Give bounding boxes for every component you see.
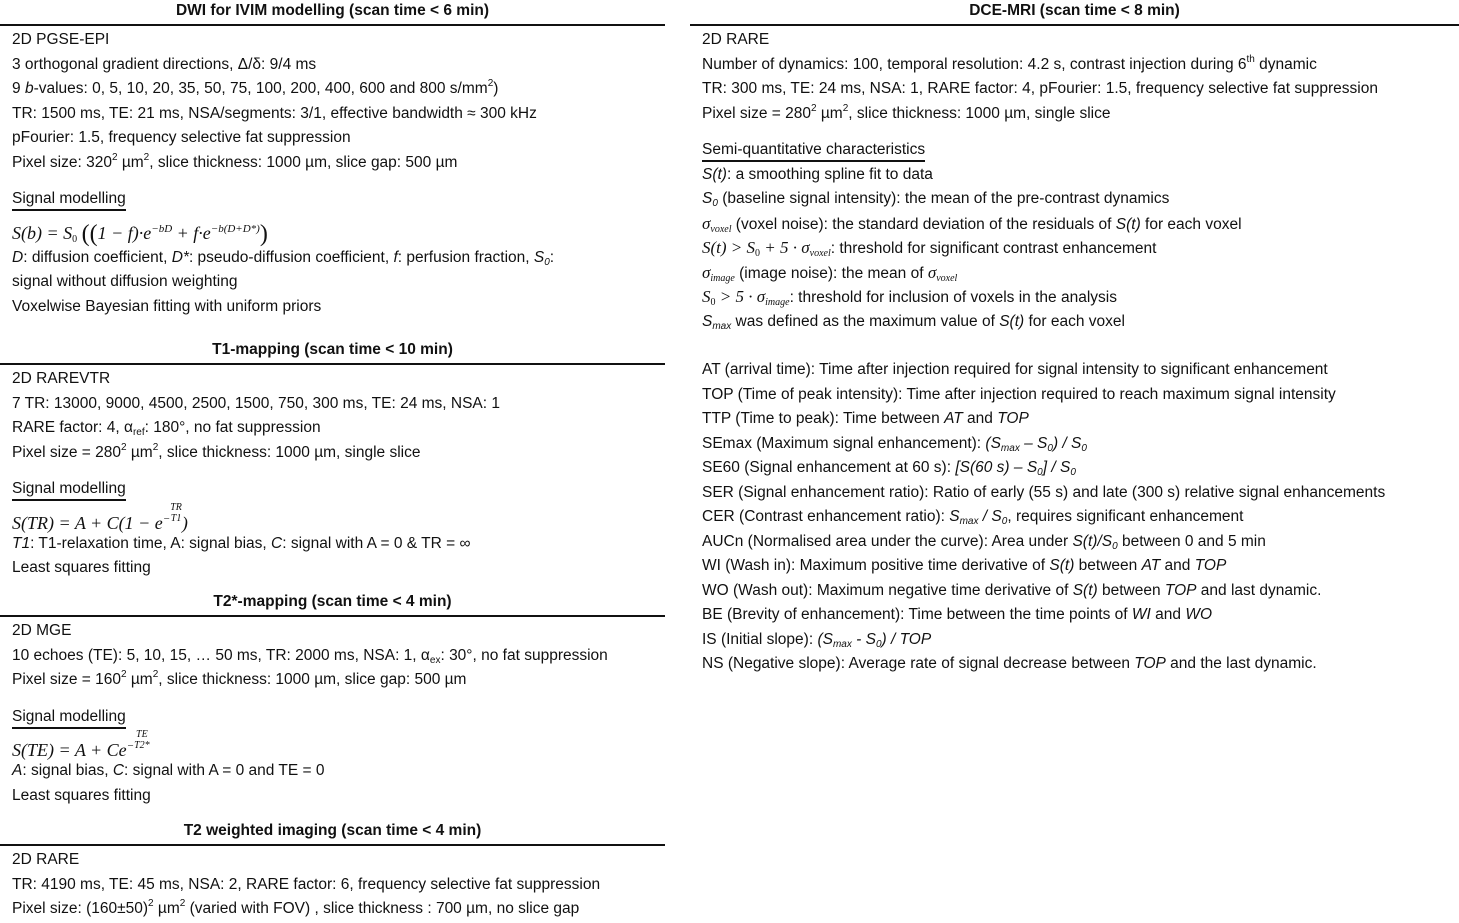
symbol: C (271, 534, 283, 552)
param-be (702, 603, 1459, 628)
param-ttp (702, 407, 1459, 432)
param-ns (702, 652, 1459, 677)
symbol: f (393, 248, 398, 266)
dwi-definitions-cont: signal without diffusion weighting (12, 273, 238, 290)
text: µm (117, 153, 144, 171)
symbol: D (12, 248, 24, 266)
text: CER (Contrast enhancement ratio): (702, 508, 950, 525)
text: : 30°, no fat suppression (440, 646, 608, 664)
text: , slice thickness: 1000 µm, single slice (158, 443, 421, 461)
symbol: S(t) (1115, 215, 1141, 233)
t1-fitting: Least squares fitting (12, 559, 151, 576)
t2star-echoes (12, 644, 665, 669)
text: : 180°, no fat suppression (144, 419, 321, 436)
def-st (702, 163, 1459, 188)
param-top: TOP (Time of peak intensity): Time after injection required to reach maximum signal intensity (702, 385, 1336, 403)
symbol: S(t) (702, 165, 727, 183)
text: IS (Initial slope): (702, 630, 818, 648)
param-se60 (702, 456, 1459, 481)
text: NS (Negative slope): Average rate of signal decrease between (702, 655, 1135, 672)
t1-pixel-size (12, 441, 665, 466)
subscript: ex (429, 654, 441, 666)
superscript: 2 (121, 441, 127, 453)
text: : a smoothing spline fit to data (726, 165, 933, 183)
param-cer (702, 505, 1459, 530)
param-at: AT (arrival time): Time after injection required for signal intensity to significant enhancement (702, 361, 1328, 378)
superscript: 2 (148, 898, 154, 909)
text: TTP (Time to peak): Time between (702, 410, 945, 427)
text: , slice thickness: 1000 µm, slice gap: 500 µm (158, 671, 467, 688)
subscript: max (712, 320, 732, 332)
text: : diffusion coefficient, (23, 248, 172, 266)
text: and the last dynamic. (1165, 655, 1317, 672)
superscript: 2 (143, 151, 150, 163)
section-title-t1: T1-mapping (scan time < 10 min) (0, 339, 665, 365)
subscript: voxel (710, 223, 732, 235)
def-threshold-inclusion: $S_0 > 5 \cdot \sigma_{image}$: threshold for inclusion of voxels in the analysis (702, 287, 1117, 308)
symbol: TOP (997, 410, 1029, 427)
symbol: AT (1141, 557, 1161, 574)
dwi-pixel-size (12, 151, 665, 176)
text: RARE factor: 4, α (12, 419, 133, 436)
def-sigma-voxel: $\sigma_{voxel}$ (voxel noise): the standard deviation of the residuals of S(t) for each voxel (702, 213, 1242, 235)
ivim-equation: $S(b) = S_0$ $((1 - f)\cdot e^{-bD} + f\cdot e^{-b(D+D*)})$ (12, 220, 268, 247)
text: dynamic (1254, 55, 1317, 73)
param-ser: SER (Signal enhancement ratio): Ratio of early (55 s) and late (300 s) relative signal enhancements (702, 483, 1386, 501)
dwi-pfourier: pFourier: 1.5, frequency selective fat suppression (12, 129, 351, 146)
dwi-fitting: Voxelwise Bayesian fitting with uniform priors (12, 297, 322, 315)
superscript: 2 (179, 898, 186, 909)
formula: $(S_{max} - S_0) / S_0$ (985, 434, 1087, 454)
symbol: TOP (1164, 581, 1197, 599)
text: : threshold for significant contrast enhancement (830, 240, 1157, 257)
text: between (1074, 557, 1142, 574)
subscript: image (710, 272, 735, 284)
text: -values: 0, 5, 10, 20, 35, 50, 75, 100, 200, 400, 600 and 800 s/mm (33, 80, 488, 97)
symbol: WI (1131, 606, 1151, 623)
text: 9 (12, 80, 25, 97)
def-s0 (702, 187, 1459, 212)
symbol: AT (944, 410, 963, 427)
t2w-pixel-size (12, 897, 665, 922)
t2star-definitions (12, 759, 665, 784)
def-threshold-enhancement: $S(t) > S_0 + 5 \cdot \sigma_{voxel}$: threshold for significant contrast enhancement (702, 238, 1157, 259)
symbol: S (702, 312, 713, 330)
text: (baseline signal intensity): the mean of the pre-contrast dynamics (717, 190, 1170, 207)
symbol: S(t) (1049, 557, 1075, 574)
section-title-dce: DCE-MRI (scan time < 8 min) (690, 0, 1459, 26)
section-title-t2star: T2*-mapping (scan time < 4 min) (0, 591, 665, 617)
text: , slice thickness: 1000 µm, slice gap: 500 µm (149, 153, 458, 171)
formula: [S(60 $s) - S_0] / S_0$ (955, 459, 1076, 478)
t2star-sequence: 2D MGE (12, 622, 72, 639)
t1-definitions (12, 532, 665, 557)
t2star-section (0, 591, 665, 808)
text: , slice thickness: 1000 µm, single slice (848, 104, 1111, 122)
superscript: 2 (152, 669, 159, 680)
text: Pixel size = 160 (12, 671, 121, 688)
symbol: TOP (1194, 557, 1227, 574)
text: was defined as the maximum value of (731, 312, 1000, 330)
text: : threshold for inclusion of voxels in the analysis (789, 289, 1117, 306)
text: µm (153, 900, 180, 917)
superscript: 2 (842, 102, 849, 114)
text: and (962, 410, 998, 427)
param-is (702, 628, 1459, 653)
text: (voxel noise): the standard deviation of the residuals of (731, 215, 1116, 233)
symbol: C (112, 762, 125, 779)
text: : T1-relaxation time, A: signal bias, (30, 534, 272, 552)
text: µm (126, 443, 153, 461)
superscript: 2 (487, 78, 494, 89)
dce-section (690, 0, 1459, 677)
symbol: S (702, 190, 713, 207)
text: µm (816, 104, 843, 122)
text: : signal with A = 0 and TE = 0 (124, 762, 325, 779)
symbol: S(t) (1072, 581, 1098, 599)
param-semax (702, 432, 1459, 457)
param-wo (702, 579, 1459, 604)
text: Pixel size: 320 (12, 153, 112, 171)
text: , requires significant enhancement (1007, 508, 1244, 525)
t1-rare (12, 416, 665, 441)
text: : (549, 248, 555, 266)
t2star-fitting: Least squares fitting (12, 786, 151, 804)
text: WO (Wash out): Maximum negative time derivative of (702, 581, 1073, 599)
text: : signal with A = 0 & TR = ∞ (282, 534, 471, 552)
def-sigma-image: $\sigma_{image}$ (image noise): the mean of $\sigma_{voxel}$ (702, 262, 958, 284)
text: Pixel size = 280 (12, 443, 121, 461)
text: WI (Wash in): Maximum positive time derivative of (702, 557, 1050, 574)
b-symbol: b (24, 80, 34, 97)
text: for each voxel (1140, 215, 1242, 233)
dce-parameter-list (702, 358, 1459, 677)
dce-dynamics (702, 53, 1459, 78)
def-smax (702, 310, 1459, 335)
text: SEmax (Maximum signal enhancement): (702, 434, 986, 452)
superscript: 2 (111, 151, 118, 163)
t1-equation: S(TR) = A + C(1 − e− TR T1 ) (12, 501, 188, 533)
superscript: 2 (152, 441, 159, 453)
dce-sequence: 2D RARE (702, 31, 770, 48)
t1-tr-values: 7 TR: 13000, 9000, 4500, 2500, 1500, 750, 300 ms, TE: 24 ms, NSA: 1 (12, 394, 500, 412)
t2w-sequence: 2D RARE (12, 851, 80, 868)
text: (image noise): the mean of (734, 264, 928, 282)
text: for each voxel (1024, 312, 1125, 330)
symbol: A (12, 762, 23, 779)
dce-pixel-size (702, 102, 1459, 127)
formula: $S_{max} / S_0$ (949, 508, 1008, 527)
section-title-t2w: T2 weighted imaging (scan time < 4 min) (0, 820, 665, 846)
text: µm (126, 671, 153, 688)
t2w-section (0, 820, 665, 922)
text: : signal bias, (22, 762, 113, 779)
symbol: D* (171, 248, 189, 266)
param-aucn (702, 530, 1459, 555)
text: (varied with FOV) , slice thickness : 700 µm, no slice gap (185, 900, 580, 917)
dwi-bvalues (12, 77, 665, 102)
text: SE60 (Signal enhancement at 60 s): (702, 459, 956, 476)
subscript: 0 (544, 256, 550, 268)
symbol: S(t) (999, 312, 1025, 330)
text: between (1097, 581, 1165, 599)
param-wi (702, 554, 1459, 579)
text: between 0 and 5 min (1117, 532, 1266, 550)
formula: $S(t)/S_0$ (1072, 532, 1118, 552)
dwi-gradients: 3 orthogonal gradient directions, Δ/δ: 9/4 ms (12, 55, 317, 73)
text: and (1150, 606, 1186, 623)
t1-section (0, 339, 665, 581)
dwi-timing: TR: 1500 ms, TE: 21 ms, NSA/segments: 3/1, effective bandwidth ≈ 300 kHz (12, 104, 537, 122)
dwi-definitions (12, 246, 665, 271)
formula: $(S_{max} - S_0)$ / TOP (817, 630, 932, 650)
symbol: S (533, 248, 545, 266)
text: : perfusion fraction, (397, 248, 534, 266)
semi-quant-heading: Semi-quantitative characteristics (702, 140, 925, 162)
superscript: 2 (121, 669, 127, 680)
symbol: WO (1185, 606, 1213, 623)
right-column (690, 0, 1459, 677)
subscript: ref (132, 427, 145, 438)
superscript: 2 (811, 102, 817, 114)
text: and last dynamic. (1196, 581, 1322, 599)
section-title-dwi: DWI for IVIM modelling (scan time < 6 min) (0, 0, 665, 26)
dce-timing: TR: 300 ms, TE: 24 ms, NSA: 1, RARE factor: 4, pFourier: 1.5, frequency selective fat suppression (702, 80, 1378, 97)
text: Number of dynamics: 100, temporal resolution: 4.2 s, contrast injection during 6 (702, 55, 1247, 73)
t2star-pixel-size (12, 668, 665, 693)
symbol: T1 (12, 534, 31, 552)
text: 10 echoes (TE): 5, 10, 15, … 50 ms, TR: 2000 ms, NSA: 1, α (12, 646, 430, 664)
text: AUCn (Normalised area under the curve): Area under (702, 532, 1073, 550)
text: BE (Brevity of enhancement): Time between the time points of (702, 606, 1132, 623)
subscript: 0 (712, 198, 718, 209)
text: Pixel size = 280 (702, 104, 811, 122)
text: Pixel size: (160±50) (12, 900, 149, 917)
dwi-sequence: 2D PGSE-EPI (12, 31, 110, 48)
t1-sequence: 2D RAREVTR (12, 370, 111, 387)
signal-modelling-heading: Signal modelling (12, 189, 126, 211)
text: ) (493, 80, 499, 97)
t2star-equation: S(TE) = A + Ce− TE T2* (12, 729, 150, 760)
superscript: th (1246, 53, 1255, 65)
text: : pseudo-diffusion coefficient, (188, 248, 394, 266)
dwi-section (0, 0, 665, 319)
signal-modelling-heading: Signal modelling (12, 707, 126, 729)
t2w-timing: TR: 4190 ms, TE: 45 ms, NSA: 2, RARE factor: 6, frequency selective fat suppression (12, 875, 601, 893)
signal-modelling-heading: Signal modelling (12, 479, 126, 501)
text: and (1160, 557, 1195, 574)
symbol: TOP (1134, 655, 1166, 672)
